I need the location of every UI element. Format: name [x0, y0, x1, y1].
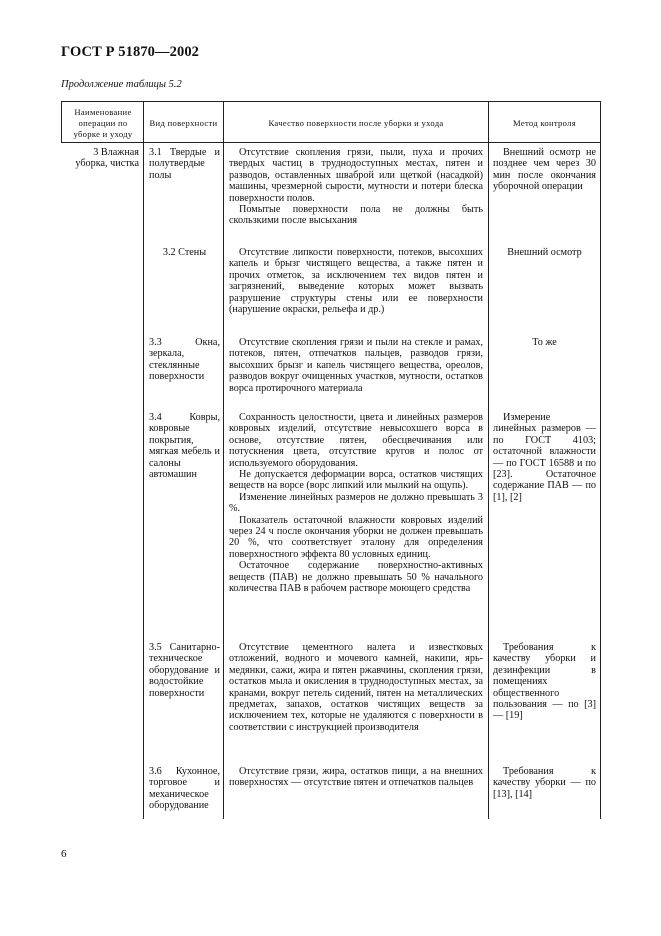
table-top-border — [61, 101, 601, 102]
quality-3-4-para-4: Показатель остаточной влажности ковровых изделий через 24 ч после окончания уборки не должен превышать 20 %, что соответствует эталону для определения поверхностного эффекта 80 условных единиц. — [229, 514, 483, 560]
surface-3-6: 3.6 Кухонное, торговое и механическое оборудование — [149, 766, 220, 812]
surface-3-2: 3.2 Стены — [162, 247, 207, 258]
quality-3-3 — [229, 337, 483, 394]
quality-3-6 — [229, 766, 483, 789]
quality-3-4 — [229, 412, 483, 595]
column-header-quality: Качество поверхности после уборки и ухода — [268, 118, 444, 128]
column-header-method: Метод контроля — [513, 118, 576, 128]
method-3-1 — [493, 147, 596, 193]
surface-3-3: 3.3 Окна, зеркала, стеклянные поверхности — [149, 337, 220, 383]
table-continuation-caption: Продолжение таблицы 5.2 — [61, 79, 182, 90]
method-3-1-text: Внешний осмотр не позднее чем через 30 мин после окончания уборочной операции — [493, 147, 596, 193]
surface-3-1: 3.1 Твердые и полутвердые полы — [149, 147, 220, 181]
quality-3-4-para-1: Сохранность целостности, цвета и линейных размеров ковровых изделий, отсутствие невысохшего ворса в основе, отсутствие пятен, обесцвечивания или потускнения цвета, отсутствие кругов и полос от используемого оборудования. — [229, 412, 483, 469]
method-3-6-text: Требования к качеству уборки — по [13], [14] — [493, 766, 596, 800]
surface-3-4: 3.4 Ковры, ковровые покрытия, мягкая мебель и салоны автомашин — [149, 412, 220, 481]
method-3-4-text: Измерение линейных размеров — по ГОСТ 4103; остаточной влажности — по ГОСТ 16588 и по [23]. Остаточное содержание ПАВ — по [1], [2] — [493, 412, 596, 503]
quality-3-1-para-2: Помытые поверхности пола не должны быть скользкими после высыхания — [229, 204, 483, 227]
method-3-2: Внешний осмотр — [507, 247, 582, 258]
method-3-3: То же — [532, 337, 557, 348]
method-3-6 — [493, 766, 596, 800]
col-divider-2 — [223, 101, 224, 819]
method-3-5 — [493, 642, 596, 722]
quality-3-1 — [229, 147, 483, 227]
surface-3-5: 3.5 Санитарно-техническое оборудование и водостойкие поверхности — [149, 642, 220, 699]
table-right-border — [600, 101, 601, 819]
method-3-4 — [493, 412, 596, 503]
column-header-operation: Наименование операции по уборке и уходу — [73, 107, 133, 139]
column-header-surface: Вид поверхности — [149, 118, 218, 128]
col-divider-1 — [143, 101, 144, 819]
doc-title: ГОСТ Р 51870—2002 — [61, 44, 200, 60]
quality-3-4-para-3: Изменение линейных размеров не должно превышать 3 %. — [229, 491, 483, 515]
operation-cell: 3 Влажная уборка, чистка — [75, 147, 139, 170]
quality-3-3-para-1: Отсутствие скопления грязи и пыли на стекле и рамах, потеков, пятен, отпечатков пальцев, разводов грязи, высохших брызг и капель чистящего вещества, ореолов, разводов вокруг очищенных участков, мутности, остатков ворса протирочного материала — [229, 337, 483, 394]
quality-3-4-para-2: Не допускается деформации ворса, остатков чистящих веществ на ворсе (ворс липкий или мылкий на ощупь). — [229, 469, 483, 492]
col-divider-3 — [488, 101, 489, 819]
method-3-5-text: Требования к качеству уборки и дезинфекции в помещениях общественного пользования — по [3] — [19] — [493, 642, 596, 722]
standards-table — [61, 101, 601, 819]
quality-3-5 — [229, 642, 483, 733]
quality-3-1-para-1: Отсутствие скопления грязи, пыли, пуха и прочих твердых частиц в труднодоступных местах, пятен и разводов, оставленных шваброй или щеткой (насадкой) машины, чрезмерной сырости, мутности и потери блеска поверхности полов. — [229, 147, 483, 204]
quality-3-2 — [229, 247, 483, 315]
header-separator — [61, 142, 601, 143]
table-left-border — [61, 101, 62, 142]
page-number: 6 — [61, 848, 67, 860]
quality-3-2-para-1: Отсутствие липкости поверхности, потеков, высохших капель и брызг чистящего вещества, а также пятен и прочих отметок, за исключением тех видов пятен и загрязнений, выведение которых может вызвать разрушение структуры стены или ее поверхности (нарушение окраски, рельефа и др.) — [229, 247, 483, 316]
quality-3-5-para-1: Отсутствие цементного налета и известковых отложений, водного и мочевого камней, накипи, ярь-медянки, сажи, жира и пятен ржавчины, скопления грязи, остатков мыла и окисления в труднодоступных местах, за кранами, вокруг петель сидений, пятен на металлических предметах, запахов, остатков чистящих веществ за исключением тех, которые не удаляются с поверхности в соответствии с инструкцией производителя — [229, 642, 483, 733]
quality-3-4-para-5: Остаточное содержание поверхностно-активных веществ (ПАВ) не должно превышать 50 % начального количества ПАВ в рабочем растворе моющего средства — [229, 560, 483, 595]
quality-3-6-para-1: Отсутствие грязи, жира, остатков пищи, а на внешних поверхностях — отсутствие пятен и отпечатков пальцев — [229, 766, 483, 789]
